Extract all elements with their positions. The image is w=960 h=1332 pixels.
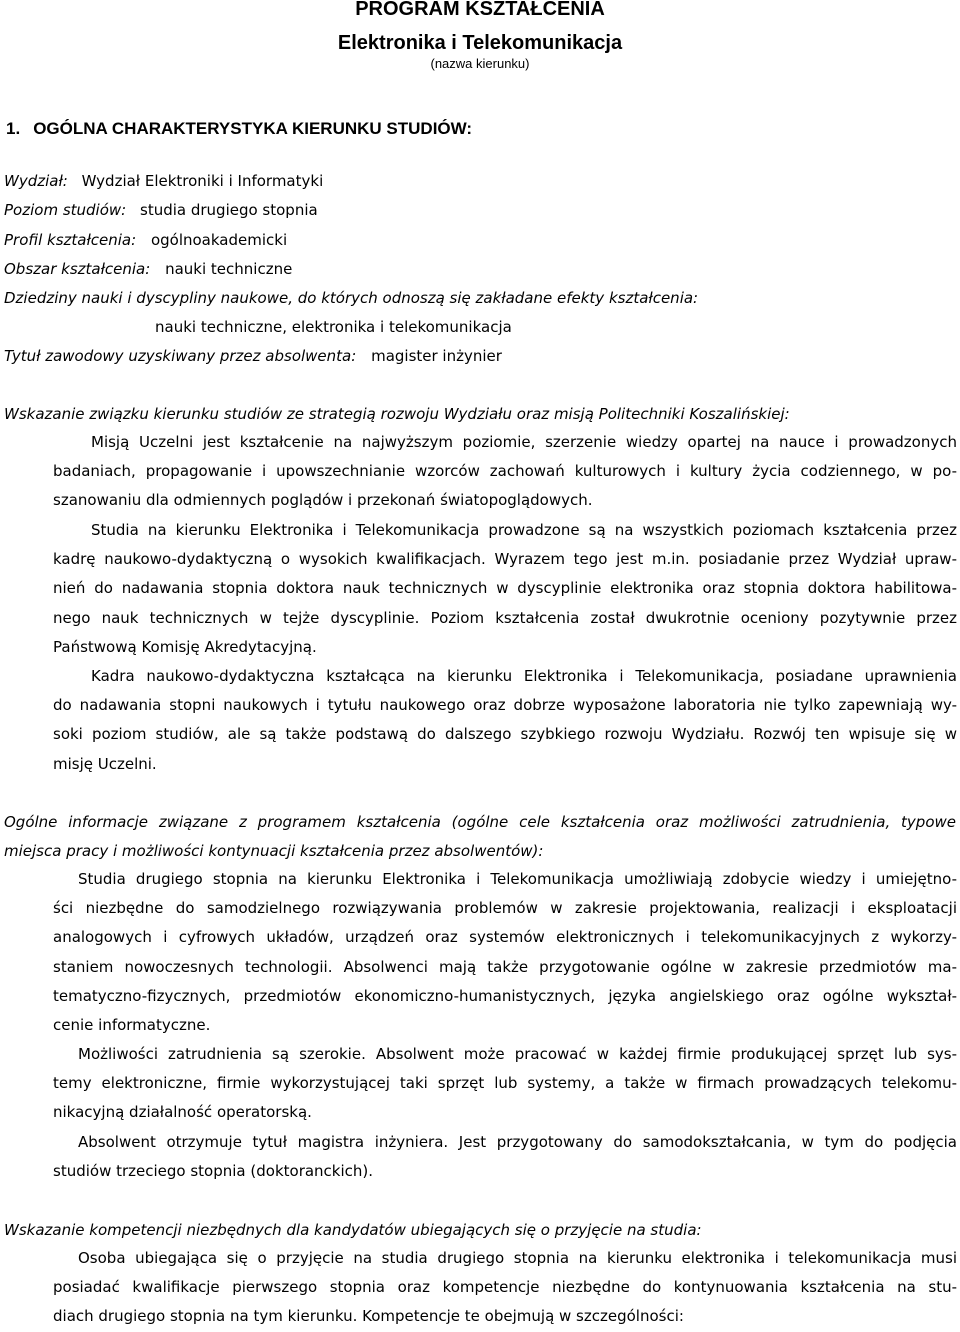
disciplines-value: nauki techniczne, elektronika i telekomunikacja [155, 318, 512, 336]
area-row [4, 260, 292, 278]
text-line: Państwową Komisję Akredytacyjną. [53, 637, 317, 656]
competence-paragraph [53, 1244, 957, 1332]
strategy-paragraph-1 [53, 428, 957, 516]
text-line: diach drugiego stopnia na tym kierunku. Kompetencje te obejmują w szczególności: [53, 1307, 684, 1326]
text-line: posiadać kwalifikacje pierwszego stopnia oraz kompetencje niezbędne do kontynuowania kształcenia na stu- [53, 1278, 957, 1297]
disciplines-label: Dziedziny nauki i dyscypliny naukowe, do których odnoszą się zakładane efekty kształcenia: [4, 289, 699, 307]
level-row [4, 201, 318, 219]
text-line: nego nauk technicznych w tejże dyscyplinie. Poziom kształcenia został dwukrotnie oceniony pozytywnie przez [53, 608, 957, 627]
degree-row [4, 347, 502, 365]
faculty-label: Wydział: [4, 172, 68, 190]
general-paragraph-2 [53, 1040, 957, 1128]
text-line: staniem nowoczesnych technologii. Absolwenci mają także przygotowanie ogólne w zakresie przedmiotów ma- [53, 957, 957, 976]
area-value: nauki techniczne [165, 260, 293, 278]
text-line: studiów trzeciego stopnia (doktoranckich). [53, 1162, 374, 1181]
profile-row [4, 231, 287, 249]
section-title: OGÓLNA CHARAKTERYSTYKA KIERUNKU STUDIÓW: [33, 119, 473, 138]
text-line: misję Uczelni. [53, 754, 157, 773]
strategy-heading: Wskazanie związku kierunku studiów ze strategią rozwoju Wydziału oraz misją Politechniki Koszalińskiej: [4, 405, 790, 423]
strategy-paragraph-2 [53, 516, 957, 662]
text-line: Studia na kierunku Elektronika i Telekomunikacja prowadzone są na wszystkich poziomach kształcenia przez [91, 521, 957, 539]
level-value: studia drugiego stopnia [140, 201, 318, 219]
faculty-value: Wydział Elektroniki i Informatyki [81, 172, 324, 190]
level-label: Poziom studiów: [4, 201, 127, 219]
general-paragraph-1 [53, 865, 957, 1040]
text-line: Osoba ubiegająca się o przyjęcie na studia drugiego stopnia na kierunku elektronika i telekomunikacja musi [78, 1249, 957, 1267]
program-title: PROGRAM KSZTAŁCENIA [355, 0, 605, 20]
text-line: ści niezbędne do samodzielnego rozwiązywania problemów w zakresie projektowania, realizacji i eksploatacji [53, 899, 957, 918]
text-line: Studia drugiego stopnia na kierunku Elektronika i Telekomunikacja umożliwiają zdobycie wiedzy i umiejętno- [78, 870, 957, 888]
text-line: cenie informatyczne. [53, 1015, 211, 1034]
general-heading-text-1: Ogólne informacje związane z programem kształcenia (ogólne cele kształcenia oraz możliwości zatrudnienia, typowe [4, 813, 956, 831]
general-heading-line-2: miejsca pracy i możliwości kontynuacji kształcenia przez absolwentów): [4, 842, 544, 860]
text-line: tematyczno-fizycznych, przedmiotów ekonomiczno-humanistycznych, języka angielskiego oraz ogólne wykształ- [53, 986, 957, 1005]
text-line: badaniach, propagowanie i upowszechnianie wzorców zachowań kulturowych i kultury życia codziennego, w po- [53, 462, 957, 481]
text-line: soki poziom studiów, ale są także podstawą do dalszego szybkiego rozwoju Wydziału. Rozwój ten wpisuje się w [53, 725, 957, 744]
text-line: nień do nadawania stopnia doktora nauk technicznych w dyscyplinie elektronika oraz stopnia doktora habilitowa- [53, 579, 957, 598]
text-line: temy elektroniczne, firmie wykorzystującej taki sprzęt lub systemy, a także w firmach prowadzących telekomu- [53, 1074, 957, 1093]
profile-value: ogólnoakademicki [150, 231, 288, 249]
area-label: Obszar kształcenia: [4, 260, 151, 278]
field-name: Elektronika i Telekomunikacja [337, 32, 623, 54]
text-line: kadrę naukowo-dydaktyczną o wysokich kwalifikacjach. Wyrazem tego jest m.in. posiadanie przez Wydział upraw- [53, 550, 957, 569]
section-heading [6, 119, 472, 139]
text-line: szanowaniu dla odmiennych poglądów i przekonań światopoglądowych. [53, 491, 593, 510]
text-line: nikacyjną działalność operatorską. [53, 1103, 312, 1122]
text-line: Absolwent otrzymuje tytuł magistra inżyniera. Jest przygotowany do samodokształcania, w tym do podjęcia [78, 1133, 957, 1151]
text-line: analogowych i cyfrowych układów, urządzeń oraz systemów elektronicznych i telekomunikacyjnych z wykorzy- [53, 928, 957, 947]
profile-label: Profil kształcenia: [4, 231, 137, 249]
degree-label: Tytuł zawodowy uzyskiwany przez absolwenta: [4, 347, 357, 365]
strategy-paragraph-3 [53, 662, 957, 779]
faculty-row [4, 172, 323, 190]
field-name-note: (nazwa kierunku) [430, 56, 530, 71]
text-line: do nadawania stopni naukowych i tytułu naukowego oraz dobrze wyposażone laboratoria nie tylko zapewniają wy- [53, 696, 957, 715]
section-number: 1. [6, 119, 21, 138]
general-paragraph-3 [53, 1128, 957, 1186]
text-line: Misją Uczelni jest kształcenie na najwyższym poziomie, szerzenie wiedzy opartej na nauce i prowadzonych [91, 433, 957, 451]
degree-value: magister inżynier [371, 347, 502, 365]
text-line: Możliwości zatrudnienia są szerokie. Absolwent może pracować w każdej firmie produkującej sprzęt lub sys- [78, 1045, 957, 1063]
competence-heading: Wskazanie kompetencji niezbędnych dla kandydatów ubiegających się o przyjęcie na studia: [4, 1221, 702, 1239]
general-heading-line-1 [4, 813, 956, 831]
text-line: Kadra naukowo-dydaktyczna kształcąca na kierunku Elektronika i Telekomunikacja, posiadane uprawnienia [91, 667, 957, 685]
